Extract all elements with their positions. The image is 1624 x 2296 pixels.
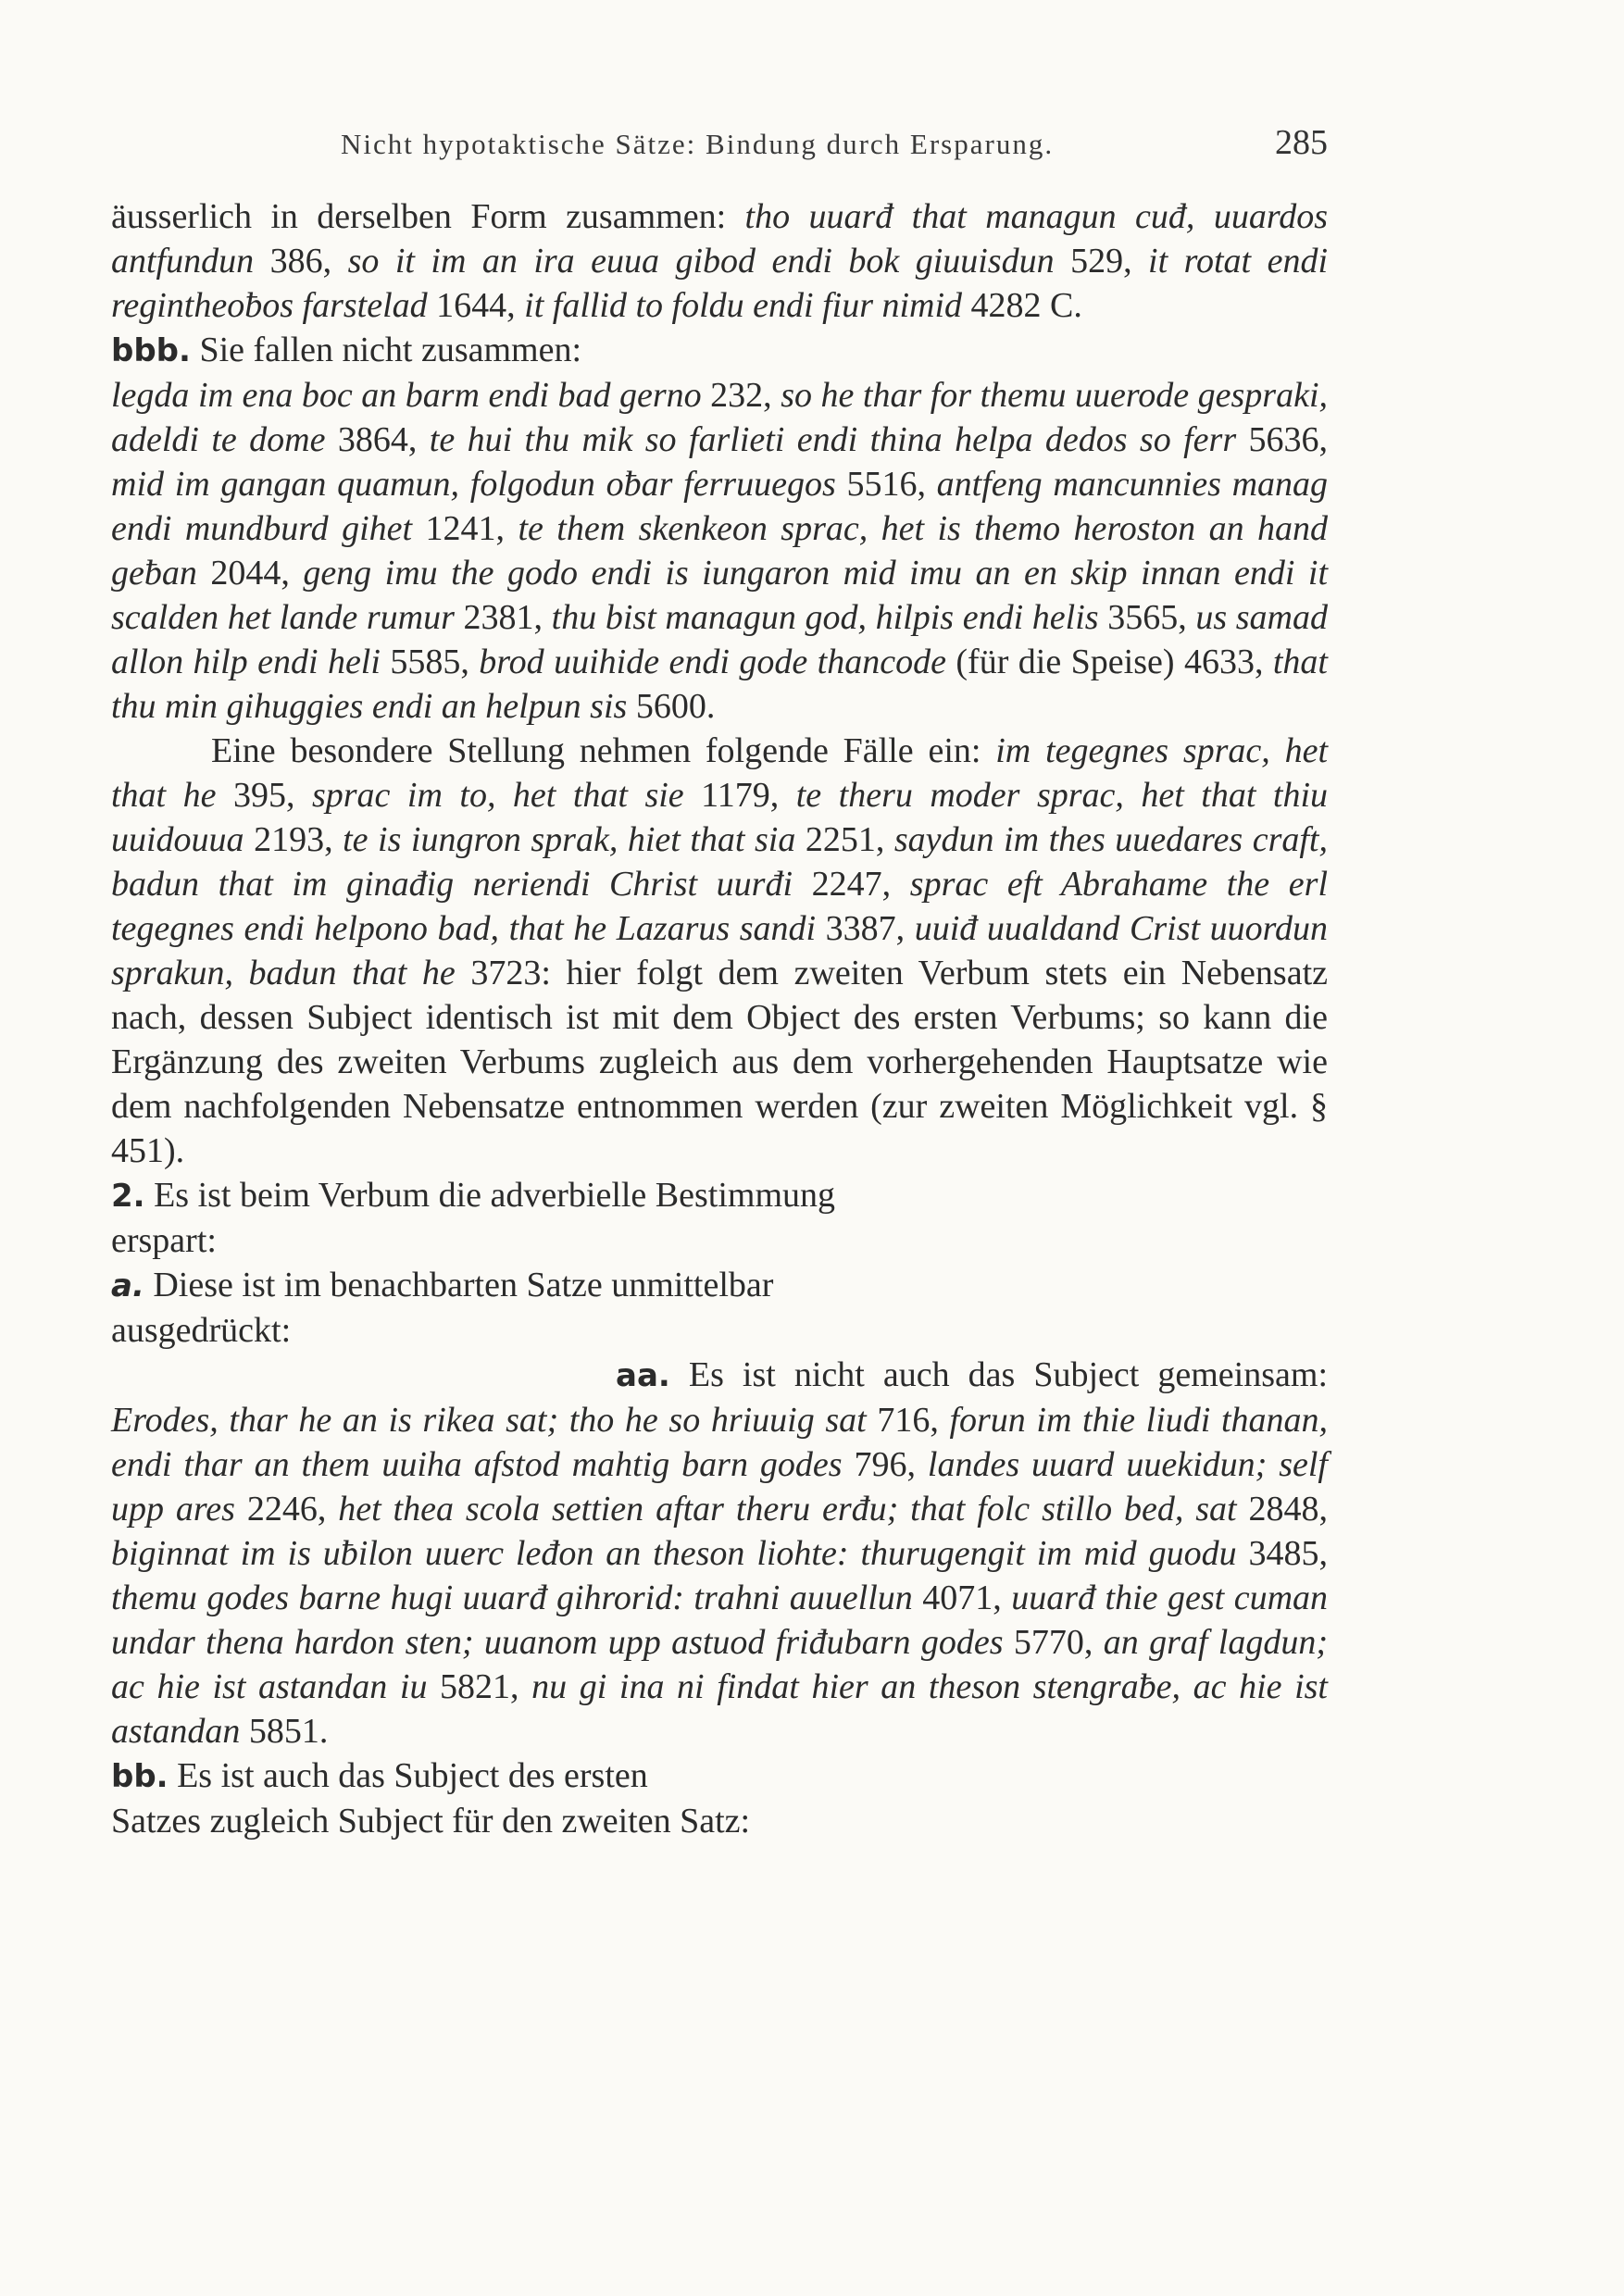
example-quote: brod uuihide endi gode thancode [479,643,946,681]
text-run: 5600. [627,687,716,726]
text-run: 716, [866,1401,950,1440]
example-quote: themu godes barne hugi uuarđ gihrorid: trahni auuellun [111,1578,913,1617]
example-quote: biginnat im is uƀilon uuerc leđon an theson liohte: thurugengit im mid guodu [111,1534,1237,1573]
page-body [111,194,1328,1843]
example-quote: sprac eft Abrahame the erl tegegnes endi helpono bad, that he Lazarus sandi [111,865,1328,948]
text-run: 2381, [454,598,552,637]
text-run: 796, [842,1445,928,1484]
paragraph-bbb [111,373,1328,729]
text-run: 5770, [1003,1623,1104,1662]
example-quote: te them skenkeon sprac, het is themo heroston an hand geƀan [111,509,1329,593]
example-quote: uuarđ thie gest cuman undar thena hardon sten; uuanom upp astuod friđubarn godes [111,1578,1329,1662]
example-quote: tho uuarđ that managun cuđ, uuardos antfundun [111,197,1328,281]
paragraph-aa [111,1353,1328,1753]
text-run: 1179, [683,776,796,815]
text-run: Es ist nicht auch das Subject gemeinsam: [669,1355,1328,1394]
text-run: 386, [254,242,348,281]
text-run: 232, [701,376,781,415]
text-run: 2193, [244,820,344,859]
text-run: 3387, [816,909,915,948]
page-header [111,123,1328,174]
text-run: 4282 C. [962,286,1082,325]
text-run: Eine besondere Stellung nehmen folgende Fälle ein: [211,731,996,770]
text-run: 1644, [427,286,525,325]
subsection-heading-bb [111,1753,1328,1799]
subsection-heading-bbb [111,328,1328,373]
section-heading-2 [111,1173,1328,1218]
section-heading-a [111,1263,1328,1308]
example-quote: an graf lagdun; ac hie ist astandan iu [111,1623,1329,1706]
section-marker: a. [111,1267,144,1304]
example-quote: landes uuard uuekidun; self upp ares [111,1445,1328,1529]
example-quote: te hui thu mik so farlieti endi thina helpa dedos so ferr [429,420,1237,459]
example-quote: nu gi ina ni findat hier an theson stengraƀe, ac hie ist astandan [111,1667,1328,1751]
example-quote: geng imu the godo endi is iungaron mid imu an en skip innan endi it scalden het lande rumur [111,554,1329,637]
text-run: 2251, [795,820,894,859]
example-quote: het thea scola settien aftar theru erđu; that folc stillo bed, sat [338,1490,1237,1529]
example-quote: so it im an ira euua gibod endi bok giuuisdun [347,242,1055,281]
example-quote: it rotat endi regintheoƀos farstelad [111,242,1329,325]
text-run: 3864, [325,420,430,459]
text-run: 2247, [793,865,910,904]
paragraph-continuation [111,194,1328,328]
example-quote: thu bist managun god, hilpis endi helis [551,598,1099,637]
example-quote: antfeng mancunnies manag endi mundburd gihet [111,465,1329,548]
section-2-continuation: erspart: [111,1221,217,1260]
text-run: Es ist beim Verbum die adverbielle Bestimmung [144,1176,836,1215]
section-marker: bb. [111,1758,169,1795]
text-run: 5821, [427,1667,532,1706]
text-run: 1241, [412,509,518,548]
text-run: 2044, [196,554,304,593]
example-quote: te is iungron sprak, hiet that sia [343,820,796,859]
example-quote: legda im ena boc an barm endi bad gerno [111,376,702,415]
text-run: Es ist auch das Subject des ersten [168,1756,648,1795]
text-run: Sie fallen nicht zusammen: [190,331,582,369]
example-quote: im tegegnes sprac, het that he [111,731,1329,815]
example-quote: forun im thie liudi thanan, endi thar an them uuiha afstod mahtig barn godes [111,1401,1329,1484]
subsection-bb-continuation: Satzes zugleich Subject für den zweiten Satz: [111,1802,751,1841]
text-run: 5516, [835,465,937,504]
example-quote: so he thar for themu uuerode gespraki, adeldi te dome [111,376,1328,459]
paragraph-special-cases [111,729,1328,1173]
example-quote: us samad allon hilp endi heli [111,598,1329,681]
text-run: 2246, [234,1490,339,1529]
example-quote: Erodes, thar he an is rikea sat; tho he so hriuuig sat [111,1401,867,1440]
section-marker: bbb. [111,332,191,369]
text-run: 3485, [1236,1534,1329,1573]
text-run: 395, [216,776,312,815]
text-run: 5636, [1236,420,1328,459]
section-marker: aa. [616,1357,670,1394]
text-run: (für die Speise) 4633, [945,643,1273,681]
section-marker: 2. [111,1178,145,1215]
example-quote: saydun im thes uuedares craft, badun that im ginađig neriendi Christ uurđi [111,820,1328,904]
text-run: 4071, [912,1578,1012,1617]
text-run: 5585, [380,643,480,681]
page-number: 285 [1275,123,1328,162]
text-run: Diese ist im benachbarten Satze unmittelbar [144,1266,774,1304]
example-quote: uuiđ uualdand Crist uuordun sprakun, badun that he [111,909,1328,992]
running-head: Nicht hypotaktische Sätze: Bindung durch Ersparung. [341,128,1055,160]
text-run: äusserlich in derselben Form zusammen: [111,197,745,236]
text-run: 3723: hier folgt dem zweiten Verbum stets ein Nebensatz nach, dessen Subject identisch ist mit dem Object des ersten Verbums; so kann die Ergänzung des zweiten Verbums zugleich aus dem vorhergehenden Hauptsatze wie dem nachfolgenden Nebensatze entnommen werden (zur zweiten Möglichkeit vgl. § 451). [111,954,1328,1170]
text-run: 3565, [1098,598,1196,637]
text-run: 2848, [1236,1490,1328,1529]
example-quote: te theru moder sprac, het that thiu uuidouua [111,776,1329,859]
text-run: 5851. [240,1712,329,1751]
example-quote: sprac im to, het that sie [311,776,684,815]
section-a-continuation: ausgedrückt: [111,1311,292,1350]
example-quote: it fallid to foldu endi fiur nimid [524,286,963,325]
example-quote: mid im gangan quamun, folgodun oƀar ferruuegos [111,465,836,504]
text-run: 529, [1054,242,1149,281]
example-quote: that thu min gihuggies endi an helpun sis [111,643,1328,726]
